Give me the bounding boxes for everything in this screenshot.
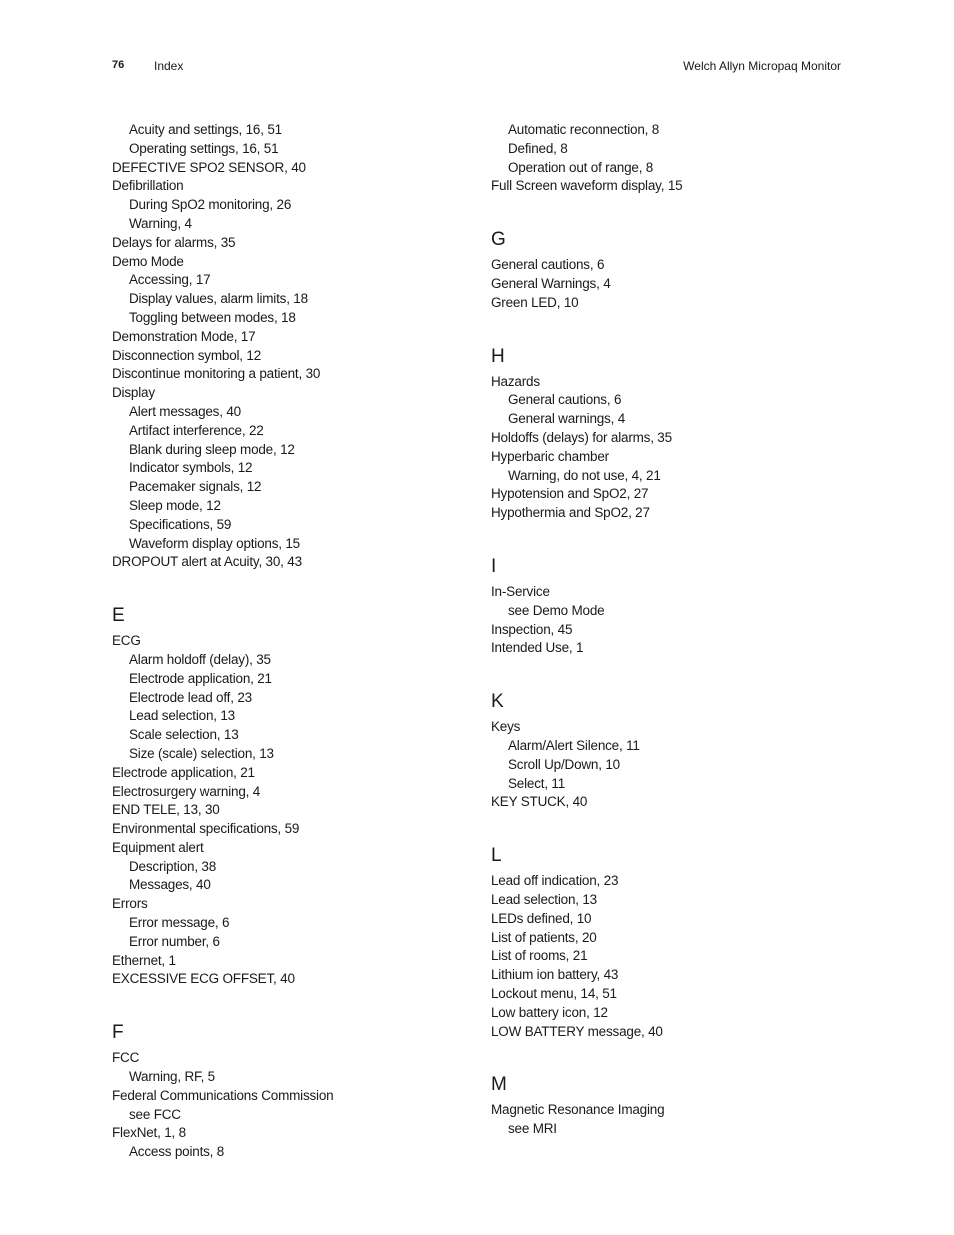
index-entry: List of patients, 20 — [491, 929, 597, 945]
index-entry: In-Service — [491, 583, 550, 599]
index-subentry: see Demo Mode — [508, 602, 605, 618]
index-subentry: Scale selection, 13 — [129, 727, 239, 743]
index-entry: KEY STUCK, 40 — [491, 794, 588, 810]
index-entry: FCC — [112, 1050, 140, 1066]
index-entry: Magnetic Resonance Imaging — [491, 1102, 665, 1118]
index-subentry: Waveform display options, 15 — [129, 535, 300, 551]
index-entry: DROPOUT alert at Acuity, 30, 43 — [112, 554, 302, 570]
index-subentry: Artifact interference, 22 — [129, 422, 264, 438]
index-entry: Environmental specifications, 59 — [112, 821, 300, 837]
index-entry: Hazards — [491, 373, 540, 389]
index-section-letter: I — [491, 555, 497, 577]
index-entry: Intended Use, 1 — [491, 640, 584, 656]
index-entry: Keys — [491, 719, 521, 735]
index-subentry: Specifications, 59 — [129, 516, 232, 532]
index-subentry: Messages, 40 — [129, 877, 211, 893]
index-subentry: Alert messages, 40 — [129, 403, 241, 419]
index-entry: Discontinue monitoring a patient, 30 — [112, 366, 321, 382]
index-entry: Electrosurgery warning, 4 — [112, 783, 261, 799]
index-entry: Holdoffs (delays) for alarms, 35 — [491, 429, 672, 445]
index-subentry: Electrode application, 21 — [129, 670, 272, 686]
index-entry: Hypotension and SpO2, 27 — [491, 486, 649, 502]
index-section-letter: K — [491, 691, 504, 713]
index-entry: Display — [112, 385, 155, 401]
index-entry: Lockout menu, 14, 51 — [491, 985, 617, 1001]
index-subentry: Scroll Up/Down, 10 — [508, 756, 620, 772]
index-entry: Hyperbaric chamber — [491, 448, 609, 464]
index-subentry: Error message, 6 — [129, 915, 230, 931]
index-entry: Defibrillation — [112, 178, 184, 194]
page-number: 76 — [112, 59, 125, 71]
index-subentry: see MRI — [508, 1121, 557, 1137]
index-subentry: Defined, 8 — [508, 140, 568, 156]
index-subentry: General cautions, 6 — [508, 392, 622, 408]
index-subentry: Select, 11 — [508, 775, 566, 791]
index-subentry: Operation out of range, 8 — [508, 159, 654, 175]
index-entry: Lead selection, 13 — [491, 891, 597, 907]
index-entry: Federal Communications Commission — [112, 1087, 334, 1103]
index-entry: General cautions, 6 — [491, 257, 605, 273]
index-subentry: General warnings, 4 — [508, 411, 626, 427]
index-section-letter: L — [491, 845, 502, 867]
index-subentry: Display values, alarm limits, 18 — [129, 291, 308, 307]
index-subentry: Description, 38 — [129, 858, 217, 874]
index-entry: END TELE, 13, 30 — [112, 802, 220, 818]
index-subentry: Pacemaker signals, 12 — [129, 479, 262, 495]
index-subentry: Alarm/Alert Silence, 11 — [508, 737, 640, 753]
index-subentry: Warning, 4 — [129, 215, 192, 231]
index-section-letter: H — [491, 345, 505, 367]
index-entry: Electrode application, 21 — [112, 764, 255, 780]
index-subentry: Indicator symbols, 12 — [129, 460, 253, 476]
index-entry: Delays for alarms, 35 — [112, 234, 236, 250]
index-subentry: Blank during sleep mode, 12 — [129, 441, 295, 457]
index-column-left — [112, 121, 472, 1162]
index-section-letter: M — [491, 1074, 507, 1096]
index-subentry: Accessing, 17 — [129, 272, 211, 288]
index-entry: DEFECTIVE SPO2 SENSOR, 40 — [112, 159, 306, 175]
index-entry: Errors — [112, 896, 148, 912]
index-entry: FlexNet, 1, 8 — [112, 1125, 186, 1141]
index-column-right — [491, 121, 851, 1139]
section-name: Index — [154, 59, 184, 73]
index-subentry: Warning, RF, 5 — [129, 1069, 215, 1085]
index-subentry: Sleep mode, 12 — [129, 497, 221, 513]
index-entry: LOW BATTERY message, 40 — [491, 1023, 663, 1039]
index-entry: Inspection, 45 — [491, 621, 573, 637]
index-subentry: Toggling between modes, 18 — [129, 309, 296, 325]
index-subentry: see FCC — [129, 1106, 181, 1122]
document-title: Welch Allyn Micropaq Monitor — [683, 59, 841, 73]
index-entry: Hypothermia and SpO2, 27 — [491, 505, 650, 521]
index-entry: Lithium ion battery, 43 — [491, 967, 619, 983]
index-entry: Disconnection symbol, 12 — [112, 347, 262, 363]
index-entry: ECG — [112, 633, 141, 649]
index-subentry: Size (scale) selection, 13 — [129, 745, 274, 761]
index-entry: Low battery icon, 12 — [491, 1004, 608, 1020]
index-entry: LEDs defined, 10 — [491, 910, 592, 926]
index-section-letter: E — [112, 605, 125, 627]
index-subentry: Warning, do not use, 4, 21 — [508, 467, 661, 483]
index-entry: Ethernet, 1 — [112, 952, 176, 968]
index-entry: Demonstration Mode, 17 — [112, 328, 256, 344]
index-section-letter: F — [112, 1022, 124, 1044]
index-subentry: Operating settings, 16, 51 — [129, 140, 279, 156]
index-subentry: Lead selection, 13 — [129, 708, 235, 724]
index-subentry: Access points, 8 — [129, 1144, 225, 1160]
index-entry: Demo Mode — [112, 253, 184, 269]
index-entry: Full Screen waveform display, 15 — [491, 178, 683, 194]
index-entry: Green LED, 10 — [491, 294, 579, 310]
index-entry: List of rooms, 21 — [491, 948, 588, 964]
index-subentry: Acuity and settings, 16, 51 — [129, 122, 282, 137]
index-subentry: Alarm holdoff (delay), 35 — [129, 651, 271, 667]
index-section-letter: G — [491, 229, 506, 251]
index-entry: Lead off indication, 23 — [491, 873, 619, 889]
index-subentry: During SpO2 monitoring, 26 — [129, 197, 292, 213]
index-subentry: Error number, 6 — [129, 933, 220, 949]
page-header — [0, 58, 954, 78]
index-subentry: Electrode lead off, 23 — [129, 689, 252, 705]
index-entry: EXCESSIVE ECG OFFSET, 40 — [112, 971, 295, 987]
index-entry: General Warnings, 4 — [491, 275, 611, 291]
index-subentry: Automatic reconnection, 8 — [508, 122, 660, 137]
index-entry: Equipment alert — [112, 839, 204, 855]
